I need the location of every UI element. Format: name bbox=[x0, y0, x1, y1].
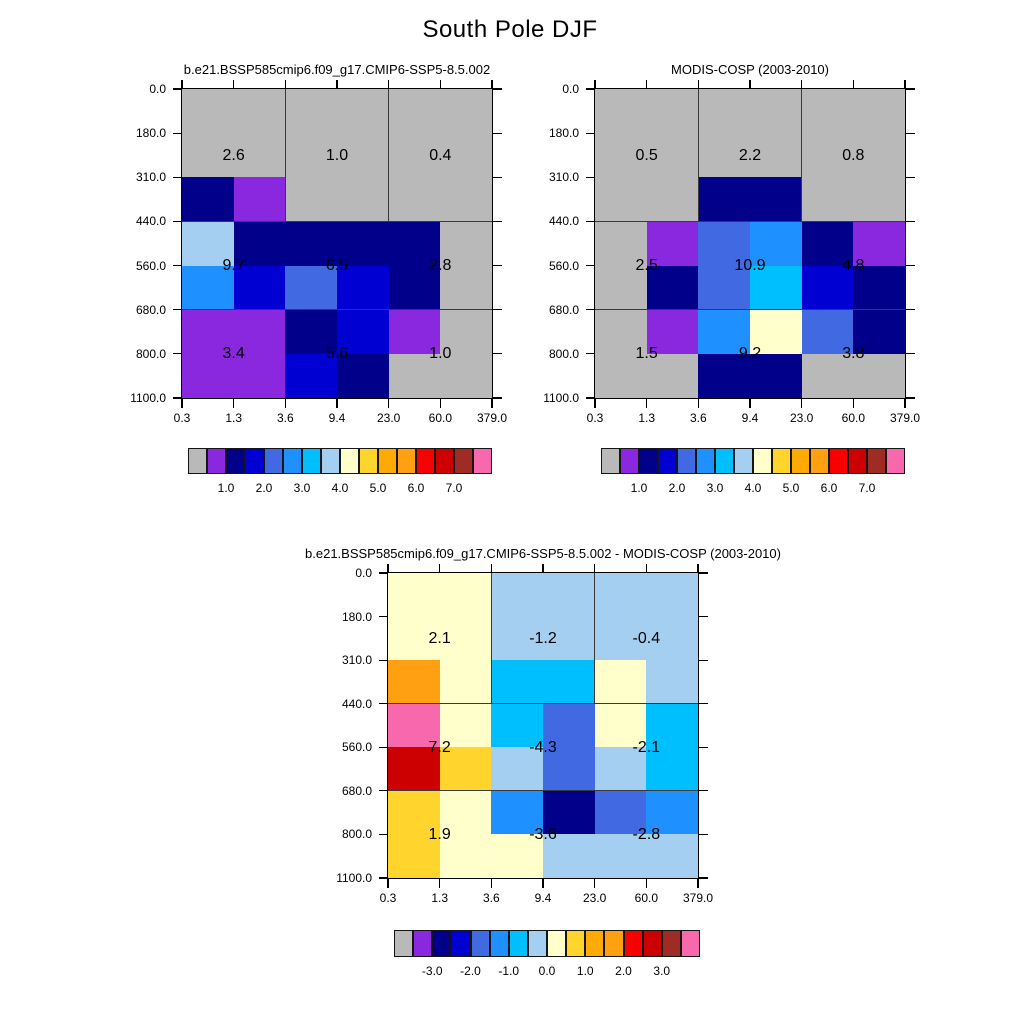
x-axis-tick bbox=[491, 879, 492, 888]
colorbar-segment bbox=[451, 930, 470, 957]
colorbar-tick-label: 4.0 bbox=[744, 481, 762, 495]
colorbar-segment bbox=[413, 930, 432, 957]
x-axis-tick bbox=[491, 564, 492, 573]
colorbar-segment bbox=[810, 448, 829, 474]
colorbar-segment bbox=[681, 930, 700, 957]
x-axis-tick-label: 1.3 bbox=[638, 411, 655, 425]
colorbar-segment bbox=[394, 930, 413, 957]
cloud-fraction-value: -1.2 bbox=[529, 629, 557, 647]
x-axis-tick-label: 9.4 bbox=[741, 411, 759, 425]
cloud-fraction-value: 10.9 bbox=[734, 257, 766, 275]
colorbar-tick-label: 1.0 bbox=[576, 964, 594, 978]
x-axis-tick-label: 379.0 bbox=[889, 411, 921, 425]
x-axis-tick bbox=[749, 399, 750, 408]
cloud-fraction-value: 1.5 bbox=[635, 345, 658, 363]
colorbar-tick-label: 1.0 bbox=[630, 481, 648, 495]
y-axis-tick bbox=[173, 397, 182, 398]
colorbar-segment bbox=[264, 448, 283, 474]
y-axis-tick-label: 1100.0 bbox=[130, 391, 166, 405]
colorbar-tick-label: -2.0 bbox=[460, 964, 481, 978]
x-axis-tick bbox=[594, 879, 595, 888]
x-axis-tick bbox=[646, 564, 647, 573]
colorbar-tick-label: 7.0 bbox=[445, 481, 463, 495]
y-axis-tick bbox=[906, 353, 915, 354]
x-axis-tick-label: 23.0 bbox=[582, 891, 607, 905]
cloud-fraction-value: 5.6 bbox=[325, 345, 349, 363]
y-axis-tick-label: 310.0 bbox=[548, 170, 579, 185]
y-axis-tick bbox=[379, 747, 388, 748]
cloud-fraction-value: 2.8 bbox=[429, 257, 452, 275]
colorbar-segment bbox=[528, 930, 547, 957]
y-axis-tick bbox=[906, 177, 915, 178]
colorbar-segment bbox=[753, 448, 772, 474]
y-axis-tick bbox=[699, 703, 708, 704]
y-axis-tick-label: 800.0 bbox=[135, 346, 166, 361]
y-axis-tick bbox=[586, 265, 595, 266]
colorbar-tick-label: 3.0 bbox=[653, 964, 671, 978]
x-axis-tick bbox=[387, 879, 388, 888]
x-axis-tick bbox=[698, 399, 699, 408]
colorbar-segment bbox=[471, 930, 490, 957]
colorbar-segment bbox=[848, 448, 867, 474]
x-axis-tick-label: 60.0 bbox=[841, 411, 865, 425]
x-axis-tick bbox=[646, 399, 647, 408]
x-axis-tick bbox=[542, 564, 543, 573]
x-axis-tick bbox=[749, 80, 750, 89]
x-axis-tick bbox=[801, 80, 802, 89]
x-axis-tick-label: 23.0 bbox=[789, 411, 814, 425]
y-axis-tick bbox=[906, 397, 915, 398]
x-axis-tick-label: 60.0 bbox=[634, 891, 658, 905]
x-axis-tick bbox=[440, 80, 441, 89]
x-axis-tick bbox=[594, 399, 595, 408]
y-axis-tick bbox=[906, 265, 915, 266]
x-axis-tick bbox=[853, 399, 854, 408]
x-axis-tick-label: 3.6 bbox=[482, 891, 500, 905]
x-axis-tick bbox=[440, 399, 441, 408]
y-axis-tick bbox=[493, 309, 502, 310]
y-axis-tick-label: 680.0 bbox=[135, 302, 166, 317]
cloud-fraction-value: 6.5 bbox=[325, 257, 349, 275]
colorbar-tick-label: 5.0 bbox=[782, 481, 800, 495]
cloud-fraction-value: -3.6 bbox=[529, 825, 557, 843]
x-axis-tick bbox=[181, 80, 182, 89]
x-axis-tick-label: 0.3 bbox=[173, 411, 191, 425]
panel-title-diff: b.e21.BSSP585cmip6.f09_g17.CMIP6-SSP5-8.5.002 - MODIS-COSP (2003-2010) bbox=[305, 546, 781, 561]
panel-title-model: b.e21.BSSP585cmip6.f09_g17.CMIP6-SSP5-8.5.002 bbox=[183, 62, 491, 77]
colorbar-segment bbox=[397, 448, 416, 474]
x-axis-tick bbox=[594, 80, 595, 89]
x-axis-tick-label: 23.0 bbox=[376, 411, 401, 425]
y-axis-tick bbox=[586, 397, 595, 398]
y-axis-tick bbox=[493, 397, 502, 398]
colorbar-segment bbox=[245, 448, 264, 474]
cloud-fraction-value: -4.3 bbox=[529, 738, 557, 756]
colorbar-tick-label: 2.0 bbox=[668, 481, 686, 495]
y-axis-tick bbox=[379, 660, 388, 661]
x-axis-tick bbox=[491, 80, 492, 89]
x-axis-tick bbox=[542, 879, 543, 888]
y-axis-tick-label: 310.0 bbox=[341, 653, 372, 668]
cloud-fraction-value: 0.4 bbox=[429, 146, 452, 164]
colorbar-segment bbox=[340, 448, 359, 474]
colorbar-tick-label: -1.0 bbox=[498, 964, 520, 978]
colorbar-segment bbox=[867, 448, 886, 474]
y-axis-tick-label: 180.0 bbox=[135, 126, 166, 141]
cloud-fraction-value: 1.0 bbox=[429, 345, 452, 363]
colorbar-segment bbox=[643, 930, 662, 957]
y-axis-tick bbox=[173, 309, 182, 310]
y-axis-tick bbox=[586, 177, 595, 178]
x-axis-tick bbox=[646, 879, 647, 888]
y-axis-tick bbox=[906, 133, 915, 134]
y-axis-tick bbox=[586, 133, 595, 134]
colorbar-segment bbox=[473, 448, 492, 474]
cloud-fraction-value: 0.8 bbox=[842, 146, 865, 164]
y-axis-tick-label: 440.0 bbox=[548, 214, 579, 229]
colorbar-tick-label: 3.0 bbox=[706, 481, 724, 495]
x-axis-tick bbox=[439, 879, 440, 888]
y-axis-tick bbox=[173, 353, 182, 354]
colorbar-segment bbox=[188, 448, 207, 474]
colorbar-tick-label: 7.0 bbox=[858, 481, 876, 495]
x-axis-tick bbox=[233, 80, 234, 89]
colorbar-tick-label: -3.0 bbox=[421, 964, 443, 978]
colorbar-segment bbox=[566, 930, 585, 957]
x-axis-tick bbox=[388, 80, 389, 89]
cloud-fraction-value: -0.4 bbox=[632, 629, 661, 647]
colorbar-segment bbox=[620, 448, 639, 474]
colorbar-segment bbox=[378, 448, 397, 474]
y-axis-tick bbox=[173, 265, 182, 266]
colorbar-segment bbox=[454, 448, 473, 474]
colorbar-segment bbox=[432, 930, 451, 957]
x-axis-tick bbox=[387, 564, 388, 573]
cloud-fraction-value: 7.2 bbox=[428, 738, 451, 756]
colorbar-segment bbox=[302, 448, 321, 474]
y-axis-tick bbox=[586, 221, 595, 222]
y-axis-tick bbox=[586, 309, 595, 310]
x-axis-tick bbox=[853, 80, 854, 89]
cloud-fraction-value: 9.7 bbox=[222, 257, 245, 275]
y-axis-tick bbox=[173, 221, 182, 222]
y-axis-tick bbox=[493, 133, 502, 134]
colorbar-segment bbox=[359, 448, 378, 474]
y-axis-tick-label: 0.0 bbox=[149, 82, 166, 96]
colorbar-segment bbox=[585, 930, 604, 957]
colorbar-tick-label: 0.0 bbox=[538, 964, 556, 978]
y-axis-tick-label: 440.0 bbox=[341, 696, 372, 711]
x-axis-tick-label: 3.6 bbox=[689, 411, 707, 425]
x-axis-tick-label: 9.4 bbox=[328, 411, 346, 425]
y-axis-tick-label: 560.0 bbox=[135, 258, 166, 273]
y-axis-tick-label: 310.0 bbox=[135, 170, 166, 185]
y-axis-tick bbox=[586, 88, 595, 89]
y-axis-tick bbox=[493, 265, 502, 266]
cloud-fraction-value: 2.6 bbox=[222, 146, 245, 164]
y-axis-tick bbox=[379, 616, 388, 617]
colorbar-segment bbox=[677, 448, 696, 474]
y-axis-tick bbox=[493, 88, 502, 89]
y-axis-tick-label: 680.0 bbox=[341, 783, 372, 798]
y-axis-tick bbox=[493, 177, 502, 178]
colorbar-tick-label: 2.0 bbox=[615, 964, 632, 978]
x-axis-tick bbox=[904, 399, 905, 408]
cloud-fraction-value: 2.1 bbox=[428, 629, 451, 647]
colorbar-segment bbox=[715, 448, 734, 474]
cloud-fraction-value: 3.8 bbox=[842, 345, 865, 363]
x-axis-tick bbox=[698, 80, 699, 89]
cloud-fraction-value: 4.8 bbox=[842, 257, 865, 275]
x-axis-tick bbox=[285, 399, 286, 408]
colorbar-segment bbox=[886, 448, 905, 474]
colorbar-segment bbox=[696, 448, 715, 474]
x-axis-tick-label: 0.3 bbox=[586, 411, 604, 425]
y-axis-tick bbox=[699, 572, 708, 573]
colorbar-segment bbox=[772, 448, 791, 474]
y-axis-tick bbox=[906, 88, 915, 89]
y-axis-tick bbox=[379, 572, 388, 573]
colorbar-segment bbox=[321, 448, 340, 474]
x-axis-tick-label: 379.0 bbox=[682, 891, 714, 905]
x-axis-tick bbox=[233, 399, 234, 408]
colorbar-segment bbox=[283, 448, 302, 474]
x-axis-tick bbox=[181, 399, 182, 408]
colorbar-tick-label: 3.0 bbox=[293, 481, 311, 495]
colorbar-tick-label: 6.0 bbox=[820, 481, 838, 495]
y-axis-tick bbox=[586, 353, 595, 354]
cloud-fraction-value: 1.0 bbox=[325, 146, 349, 164]
y-axis-tick bbox=[906, 221, 915, 222]
colorbar-segment bbox=[226, 448, 245, 474]
panel-title-obs: MODIS-COSP (2003-2010) bbox=[671, 62, 829, 77]
y-axis-tick bbox=[699, 834, 708, 835]
x-axis-tick bbox=[336, 399, 337, 408]
colorbar-segment bbox=[547, 930, 566, 957]
y-axis-tick-label: 440.0 bbox=[135, 214, 166, 229]
x-axis-tick bbox=[697, 879, 698, 888]
y-axis-tick-label: 0.0 bbox=[562, 82, 579, 96]
cloud-fraction-value: 9.2 bbox=[738, 345, 762, 363]
colorbar-segment bbox=[490, 930, 509, 957]
y-axis-tick-label: 800.0 bbox=[341, 827, 372, 842]
y-axis-tick bbox=[699, 747, 708, 748]
y-axis-tick-label: 800.0 bbox=[548, 346, 579, 361]
x-axis-tick bbox=[697, 564, 698, 573]
x-axis-tick-label: 379.0 bbox=[476, 411, 508, 425]
y-axis-tick bbox=[379, 703, 388, 704]
x-axis-tick bbox=[594, 564, 595, 573]
colorbar-segment bbox=[639, 448, 658, 474]
y-axis-tick bbox=[379, 834, 388, 835]
y-axis-tick-label: 1100.0 bbox=[543, 391, 579, 405]
colorbar-tick-label: 4.0 bbox=[331, 481, 349, 495]
y-axis-tick bbox=[699, 877, 708, 878]
figure-title: South Pole DJF bbox=[422, 16, 598, 43]
x-axis-tick bbox=[801, 399, 802, 408]
y-axis-tick bbox=[906, 309, 915, 310]
x-axis-tick bbox=[388, 399, 389, 408]
cloud-fraction-value: 3.4 bbox=[222, 345, 245, 363]
y-axis-tick bbox=[699, 616, 708, 617]
y-axis-tick bbox=[173, 133, 182, 134]
colorbar-segment bbox=[662, 930, 681, 957]
colorbar-segment bbox=[829, 448, 848, 474]
cloud-fraction-value: 1.9 bbox=[428, 825, 451, 843]
colorbar-segment bbox=[435, 448, 454, 474]
cloud-fraction-value: -2.1 bbox=[632, 738, 661, 756]
x-axis-tick bbox=[336, 80, 337, 89]
x-axis-tick bbox=[285, 80, 286, 89]
x-axis-tick-label: 60.0 bbox=[428, 411, 452, 425]
colorbar-segment bbox=[624, 930, 643, 957]
cloud-fraction-value: 2.2 bbox=[738, 146, 762, 164]
y-axis-tick bbox=[493, 221, 502, 222]
colorbar-tick-label: 6.0 bbox=[407, 481, 425, 495]
x-axis-tick-label: 9.4 bbox=[534, 891, 552, 905]
colorbar-segment bbox=[416, 448, 435, 474]
cloud-fraction-value: 2.5 bbox=[635, 257, 658, 275]
y-axis-tick bbox=[699, 660, 708, 661]
colorbar-tick-label: 5.0 bbox=[369, 481, 387, 495]
colorbar-segment bbox=[791, 448, 810, 474]
y-axis-tick bbox=[173, 88, 182, 89]
y-axis-tick bbox=[379, 790, 388, 791]
colorbar-segment bbox=[601, 448, 620, 474]
x-axis-tick-label: 1.3 bbox=[225, 411, 242, 425]
y-axis-tick-label: 1100.0 bbox=[336, 871, 372, 885]
y-axis-tick bbox=[173, 177, 182, 178]
x-axis-tick bbox=[904, 80, 905, 89]
colorbar-segment bbox=[207, 448, 226, 474]
y-axis-tick-label: 180.0 bbox=[341, 609, 372, 624]
cloud-fraction-value: -2.8 bbox=[632, 825, 661, 843]
cloud-fraction-value: 0.5 bbox=[635, 146, 658, 164]
x-axis-tick-label: 1.3 bbox=[431, 891, 448, 905]
y-axis-tick bbox=[493, 353, 502, 354]
y-axis-tick bbox=[379, 877, 388, 878]
colorbar-segment bbox=[509, 930, 528, 957]
x-axis-tick bbox=[439, 564, 440, 573]
y-axis-tick-label: 560.0 bbox=[548, 258, 579, 273]
x-axis-tick-label: 3.6 bbox=[276, 411, 294, 425]
x-axis-tick bbox=[646, 80, 647, 89]
y-axis-tick-label: 560.0 bbox=[341, 740, 372, 755]
y-axis-tick-label: 180.0 bbox=[548, 126, 579, 141]
y-axis-tick bbox=[699, 790, 708, 791]
colorbar-segment bbox=[734, 448, 753, 474]
colorbar-segment bbox=[604, 930, 623, 957]
x-axis-tick-label: 0.3 bbox=[379, 891, 397, 905]
y-axis-tick-label: 0.0 bbox=[355, 566, 372, 580]
colorbar-segment bbox=[658, 448, 677, 474]
colorbar-tick-label: 1.0 bbox=[217, 481, 235, 495]
y-axis-tick-label: 680.0 bbox=[548, 302, 579, 317]
x-axis-tick bbox=[491, 399, 492, 408]
colorbar-tick-label: 2.0 bbox=[255, 481, 273, 495]
